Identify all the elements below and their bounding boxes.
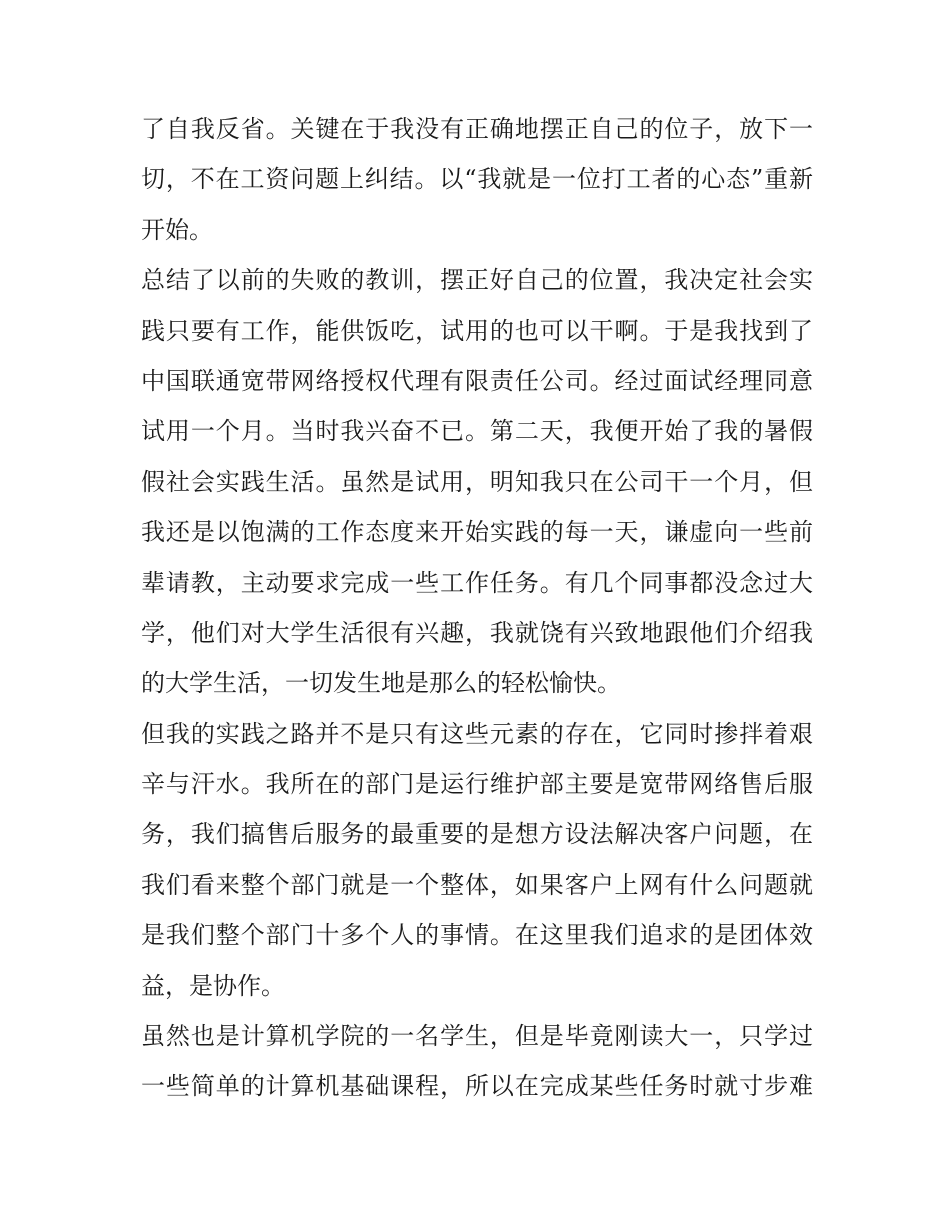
- text-line: 我还是以饱满的工作态度来开始实践的每一天，谦虚向一些前: [141, 518, 813, 547]
- text-line: 但我的实践之路并不是只有这些元素的存在，它同时掺拌着艰: [141, 719, 813, 748]
- text-line: 辈请教，主动要求完成一些工作任务。有几个同事都没念过大: [141, 568, 813, 597]
- paragraph: [141, 104, 813, 255]
- text-line: 了自我反省。关键在于我没有正确地摆正自己的位子，放下一: [141, 115, 813, 143]
- text-line: 我们看来整个部门就是一个整体，如果客户上网有什么问题就: [141, 870, 813, 899]
- text-line: 虽然也是计算机学院的一名学生，但是毕竟刚读大一，只学过: [141, 1022, 813, 1051]
- text-line: 一些简单的计算机基础课程，所以在完成某些任务时就寸步难: [141, 1072, 813, 1101]
- paragraph: [141, 1011, 813, 1112]
- text-line: 学，他们对大学生活很有兴趣，我就饶有兴致地跟他们介绍我: [141, 618, 813, 647]
- text-line: 总结了以前的失败的教训，摆正好自己的位置，我决定社会实: [141, 266, 813, 295]
- text-line: 中国联通宽带网络授权代理有限责任公司。经过面试经理同意: [141, 366, 813, 395]
- paragraph: [141, 709, 813, 1011]
- text-line: 务，我们搞售后服务的最重要的是想方设法解决客户问题，在: [141, 820, 813, 849]
- text-line: 假社会实践生活。虽然是试用，明知我只在公司干一个月，但: [141, 467, 813, 496]
- text-line: 开始。: [141, 215, 213, 244]
- text-line: 切，不在工资问题上纠结。以“我就是一位打工者的心态”重新: [141, 165, 813, 194]
- text-line: 益，是协作。: [141, 971, 285, 1000]
- text-line: 践只要有工作，能供饭吃，试用的也可以干啊。于是我找到了: [141, 316, 813, 345]
- paragraph: [141, 255, 813, 709]
- body-text: [141, 104, 813, 1112]
- text-line: 试用一个月。当时我兴奋不已。第二天，我便开始了我的暑假: [141, 417, 813, 446]
- text-line: 的大学生活，一切发生地是那么的轻松愉快。: [141, 669, 621, 698]
- text-line: 辛与汗水。我所在的部门是运行维护部主要是宽带网络售后服: [141, 770, 813, 799]
- text-line: 是我们整个部门十多个人的事情。在这里我们追求的是团体效: [141, 921, 813, 950]
